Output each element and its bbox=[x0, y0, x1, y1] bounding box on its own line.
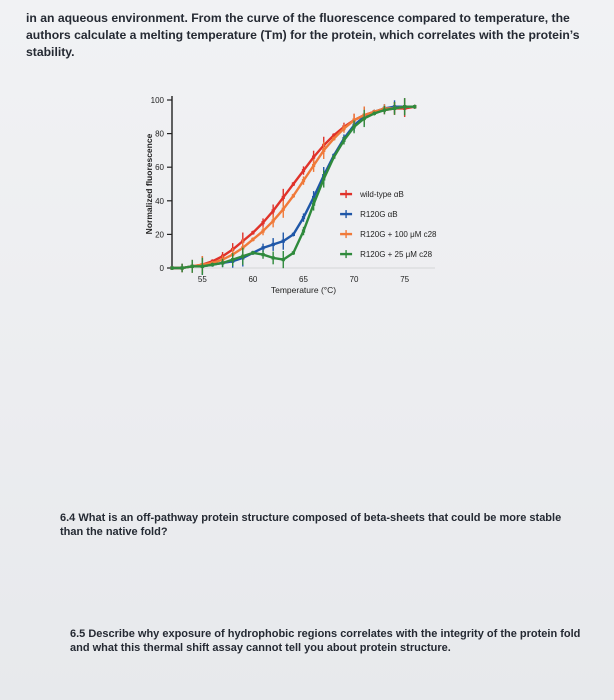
x-tick-label: 55 bbox=[197, 275, 207, 284]
data-point bbox=[251, 251, 254, 254]
y-tick-label: 0 bbox=[159, 264, 164, 273]
series-line-2 bbox=[172, 107, 415, 268]
legend-label-1: R120G αB bbox=[360, 210, 398, 220]
data-point bbox=[292, 194, 295, 197]
data-point bbox=[332, 137, 335, 140]
data-point bbox=[342, 139, 345, 142]
x-tick-label: 60 bbox=[248, 275, 258, 284]
data-point bbox=[363, 117, 366, 120]
data-point bbox=[272, 219, 275, 222]
data-point bbox=[282, 208, 285, 211]
y-tick-label: 80 bbox=[155, 129, 164, 139]
question-6-5 bbox=[70, 627, 590, 655]
question-number: 6.5 bbox=[70, 628, 86, 640]
data-point bbox=[403, 105, 406, 108]
data-point bbox=[272, 243, 275, 246]
data-point bbox=[211, 263, 214, 266]
intro-paragraph: in an aqueous environment. From the curve of the fluorescence compared to temperature, the authors calculate a melting temperature (Tm) for the protein, which correlates with the protein’s stability. bbox=[26, 11, 580, 59]
y-axis-label: Normalized fluorescence bbox=[144, 133, 154, 235]
data-point bbox=[393, 107, 396, 110]
question-number: 6.4 bbox=[60, 512, 76, 524]
legend-label-0: wild-type αB bbox=[360, 190, 404, 200]
data-point bbox=[312, 203, 315, 206]
data-point bbox=[272, 209, 275, 212]
chart-svg bbox=[140, 80, 500, 320]
data-point bbox=[312, 156, 315, 159]
y-tick-label: 40 bbox=[155, 196, 164, 206]
data-point bbox=[282, 258, 285, 261]
y-tick-label: 100 bbox=[150, 96, 164, 105]
data-point bbox=[282, 240, 285, 243]
data-point bbox=[302, 216, 305, 219]
data-point bbox=[383, 108, 386, 111]
data-point bbox=[373, 112, 376, 115]
data-point bbox=[352, 125, 355, 128]
data-point bbox=[261, 229, 264, 232]
x-axis-label: Temperature (°C) bbox=[270, 285, 337, 295]
x-tick-label: 75 bbox=[400, 275, 410, 284]
series-line-1 bbox=[172, 107, 415, 268]
data-point bbox=[322, 149, 325, 152]
data-point bbox=[322, 177, 325, 180]
data-point bbox=[312, 164, 315, 167]
data-point bbox=[191, 265, 194, 268]
x-tick-label: 70 bbox=[349, 275, 359, 284]
data-point bbox=[332, 156, 335, 159]
data-point bbox=[292, 233, 295, 236]
data-point bbox=[241, 255, 244, 258]
y-tick-label: 60 bbox=[155, 163, 164, 173]
data-point bbox=[292, 251, 295, 254]
data-point bbox=[181, 266, 184, 269]
question-text: Describe why exposure of hydrophobic regions correlates with the integrity of the protein fold and what this thermal shift assay cannot tell you about protein structure. bbox=[70, 628, 581, 654]
data-point bbox=[221, 261, 224, 264]
legend-label-3: R120G + 25 μM c28 bbox=[360, 250, 433, 260]
data-point bbox=[342, 127, 345, 130]
data-point bbox=[302, 179, 305, 182]
data-point bbox=[251, 231, 254, 234]
data-point bbox=[170, 266, 173, 269]
data-point bbox=[261, 221, 264, 224]
data-point bbox=[413, 105, 416, 108]
legend-label-2: R120G + 100 μM c28 bbox=[360, 230, 437, 240]
data-point bbox=[302, 229, 305, 232]
data-point bbox=[251, 238, 254, 241]
data-point bbox=[261, 253, 264, 256]
question-6-4 bbox=[60, 511, 580, 539]
data-point bbox=[231, 258, 234, 261]
data-point bbox=[261, 246, 264, 249]
melting-curve-chart bbox=[140, 80, 500, 325]
data-point bbox=[272, 256, 275, 259]
data-point bbox=[201, 265, 204, 268]
x-tick-label: 65 bbox=[299, 275, 308, 284]
data-point bbox=[302, 169, 305, 172]
y-tick-label: 20 bbox=[155, 230, 164, 240]
series-line-3 bbox=[172, 107, 415, 268]
series-line-0 bbox=[172, 107, 415, 268]
question-text: What is an off-pathway protein structure composed of beta-sheets that could be more stable than the native fold? bbox=[60, 512, 562, 538]
data-point bbox=[292, 182, 295, 185]
data-point bbox=[282, 196, 285, 199]
